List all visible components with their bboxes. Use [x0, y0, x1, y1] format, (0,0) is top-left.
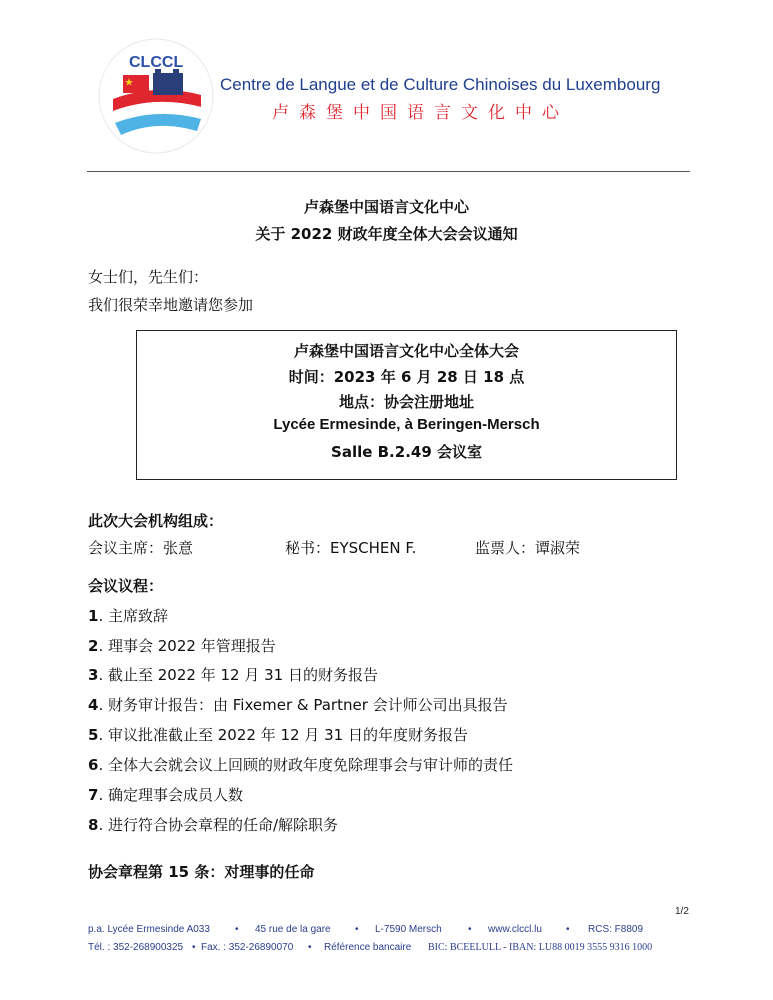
agenda-item: 8. 进行符合协会章程的任命/解除职务 — [88, 816, 339, 834]
meeting-time: 时间：2023 年 6 月 28 日 18 点 — [288, 368, 525, 386]
meeting-address: Lycée Ermesinde, à Beringen-Mersch — [273, 416, 540, 433]
meeting-place: 地点：协会注册地址 — [338, 393, 474, 411]
logo-text: CLCCL — [129, 54, 184, 71]
secretary: 秘书：EYSCHEN F. — [285, 539, 417, 557]
chair: 会议主席：张意 — [88, 539, 194, 557]
org-name-fr: Centre de Langue et de Culture Chinoises du Luxembourg — [220, 75, 661, 94]
footer-bank-label: Référence bancaire — [324, 942, 412, 953]
agenda-item: 2. 理事会 2022 年管理报告 — [88, 637, 276, 655]
agenda-heading: 会议议程： — [88, 577, 164, 595]
footer-fax: Fax. : 352-26890070 — [201, 942, 294, 953]
agenda-item: 5. 审议批准截止至 2022 年 12 月 31 日的年度财务报告 — [88, 726, 468, 744]
footer-city: L-7590 Mersch — [375, 924, 442, 935]
footer-street: 45 rue de la gare — [255, 924, 331, 935]
page-number: 1/2 — [675, 906, 689, 917]
clccl-logo — [97, 37, 215, 155]
scrutineer: 监票人：谭淑荣 — [475, 539, 581, 557]
agenda-item: 3. 截止至 2022 年 12 月 31 日的财务报告 — [88, 666, 378, 684]
agenda-item: 7. 确定理事会成员人数 — [88, 786, 243, 804]
footer-web[interactable]: www.clccl.lu — [488, 924, 542, 935]
meeting-details-box — [136, 330, 677, 480]
article-heading: 协会章程第 15 条：对理事的任命 — [88, 863, 315, 881]
document-title-line2: 关于 2022 财政年度全体大会会议通知 — [255, 225, 518, 243]
intro-text: 我们很荣幸地邀请您参加 — [88, 296, 254, 314]
meeting-room: Salle B.2.49 会议室 — [331, 443, 482, 461]
footer-phone: Tél. : 352-268900325 — [88, 942, 184, 953]
agenda-item: 1. 主席致辞 — [88, 607, 168, 625]
footer-bank: BIC: BCEELULL - IBAN: LU88 0019 3555 9316 1000 — [428, 942, 653, 953]
footer-rcs: RCS: F8809 — [588, 924, 644, 935]
agenda-item: 6. 全体大会就会议上回顾的财政年度免除理事会与审计师的责任 — [88, 756, 513, 774]
footer-address: p.a. Lycée Ermesinde A033 — [88, 924, 210, 935]
meeting-name: 卢森堡中国语言文化中心全体大会 — [293, 342, 519, 360]
org-name-zh: 卢森堡中国语言文化中心 — [272, 103, 569, 123]
officers-heading: 此次大会机构组成： — [88, 512, 224, 530]
document-title-line1: 卢森堡中国语言文化中心 — [303, 198, 469, 216]
agenda-item: 4. 财务审计报告：由 Fixemer & Partner 会计师公司出具报告 — [88, 696, 508, 714]
header-divider — [87, 171, 690, 172]
greeting: 女士们，先生们： — [88, 268, 209, 286]
